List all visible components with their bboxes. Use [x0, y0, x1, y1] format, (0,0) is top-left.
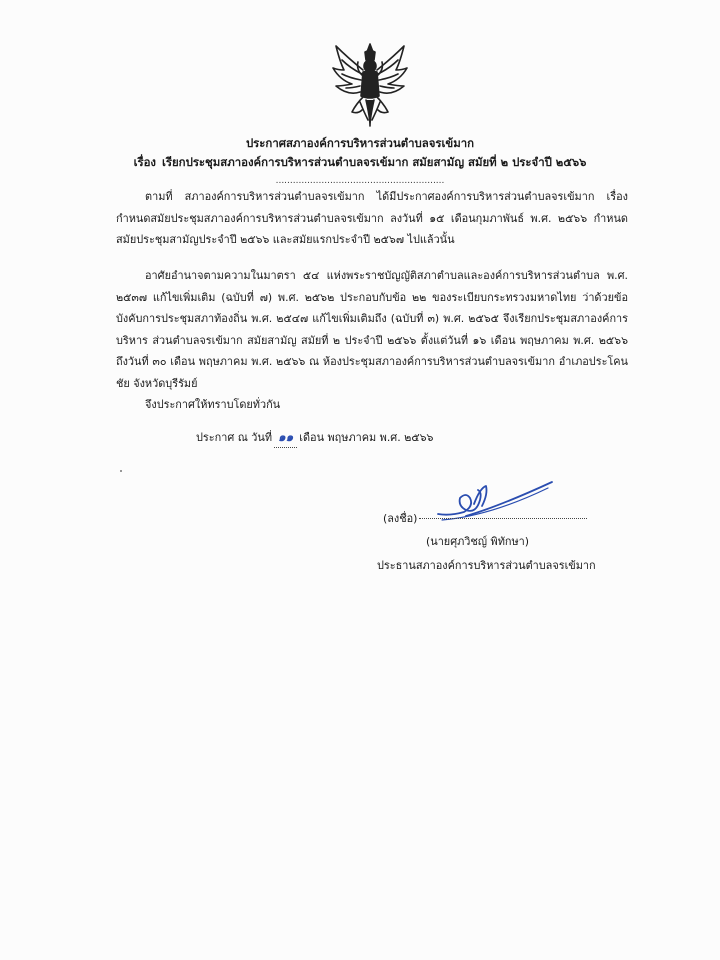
document-subject: [0, 153, 720, 172]
paragraph-2-text: อาศัยอำนาจตามความในมาตรา ๕๔ แห่งพระราชบัญญัติสภาตำบลและองค์การบริหารส่วนตำบล พ.ศ. ๒๕๓๗ แก้ไขเพิ่มเติม (ฉบับที่ ๗) พ.ศ. ๒๕๖๒ ประกอบกับข้อ ๒๒ ของระเบียบกระทรวงมหาดไทย ว่าด้วยข้อบังคับการประชุมสภาท้องถิ่น พ.ศ. ๒๕๔๗ แก้ไขเพิ่มเติมถึง (ฉบับที่ ๓) พ.ศ. ๒๕๖๕ จึงเรียกประชุมสภาองค์การบริหาร ส่วนตำบลจรเข้มาก สมัยสามัญ สมัยที่ ๒ ประจำปี ๒๕๖๖ ตั้งแต่วันที่ ๑๖ เดือน พฤษภาคม พ.ศ. ๒๕๖๖ ถึงวันที่ ๓๐ เดือน พฤษภาคม พ.ศ. ๒๕๖๖ ณ ห้องประชุมสภาองค์การบริหารส่วนตำบลจรเข้มาก อำเภอประโคนชัย จังหวัดบุรีรัมย์: [116, 269, 628, 390]
paper-speck: [120, 470, 122, 472]
signature-dotted-line: [419, 518, 587, 519]
date-suffix: เดือน พฤษภาคม พ.ศ. ๒๕๖๖: [299, 431, 434, 444]
paragraph-1-text: ตามที่ สภาองค์การบริหารส่วนตำบลจรเข้มาก ได้มีประกาศองค์การบริหารส่วนตำบลจรเข้มาก เรื่อง กำหนดสมัยประชุมสภาองค์การบริหารส่วนตำบลจรเข้มาก ลงวันที่ ๑๕ เดือนกุมภาพันธ์ พ.ศ. ๒๕๖๖ กำหนดสมัยประชุมสามัญประจำปี ๒๕๖๖ และสมัยแรกประจำปี ๒๕๖๗ ไปแล้วนั้น: [116, 190, 628, 247]
garuda-emblem-icon: [330, 40, 410, 128]
subject-label: เรื่อง: [133, 155, 156, 169]
date-day: ๑๑: [274, 427, 297, 448]
signer-name: (นายศุภวิชญ์ พิทักษา): [426, 535, 530, 548]
announcement-date: [196, 427, 433, 448]
closing-statement: จึงประกาศให้ทราบโดยทั่วกัน: [145, 398, 281, 411]
title-separator: ...........................................................: [275, 176, 445, 186]
document-title: ประกาศสภาองค์การบริหารส่วนตำบลจรเข้มาก: [245, 136, 475, 150]
title-block: [0, 134, 720, 172]
paragraph-2: [116, 265, 628, 395]
signature-line: [383, 509, 587, 529]
subject-text: เรียกประชุมสภาองค์การบริหารส่วนตำบลจรเข้มาก สมัยสามัญ สมัยที่ ๒ ประจำปี ๒๕๖๖: [162, 155, 587, 169]
signer-position: ประธานสภาองค์การบริหารส่วนตำบลจรเข้มาก: [377, 559, 596, 572]
paragraph-1: [116, 186, 628, 251]
date-prefix: ประกาศ ณ วันที่: [196, 431, 273, 444]
sign-label: (ลงชื่อ): [383, 512, 418, 525]
